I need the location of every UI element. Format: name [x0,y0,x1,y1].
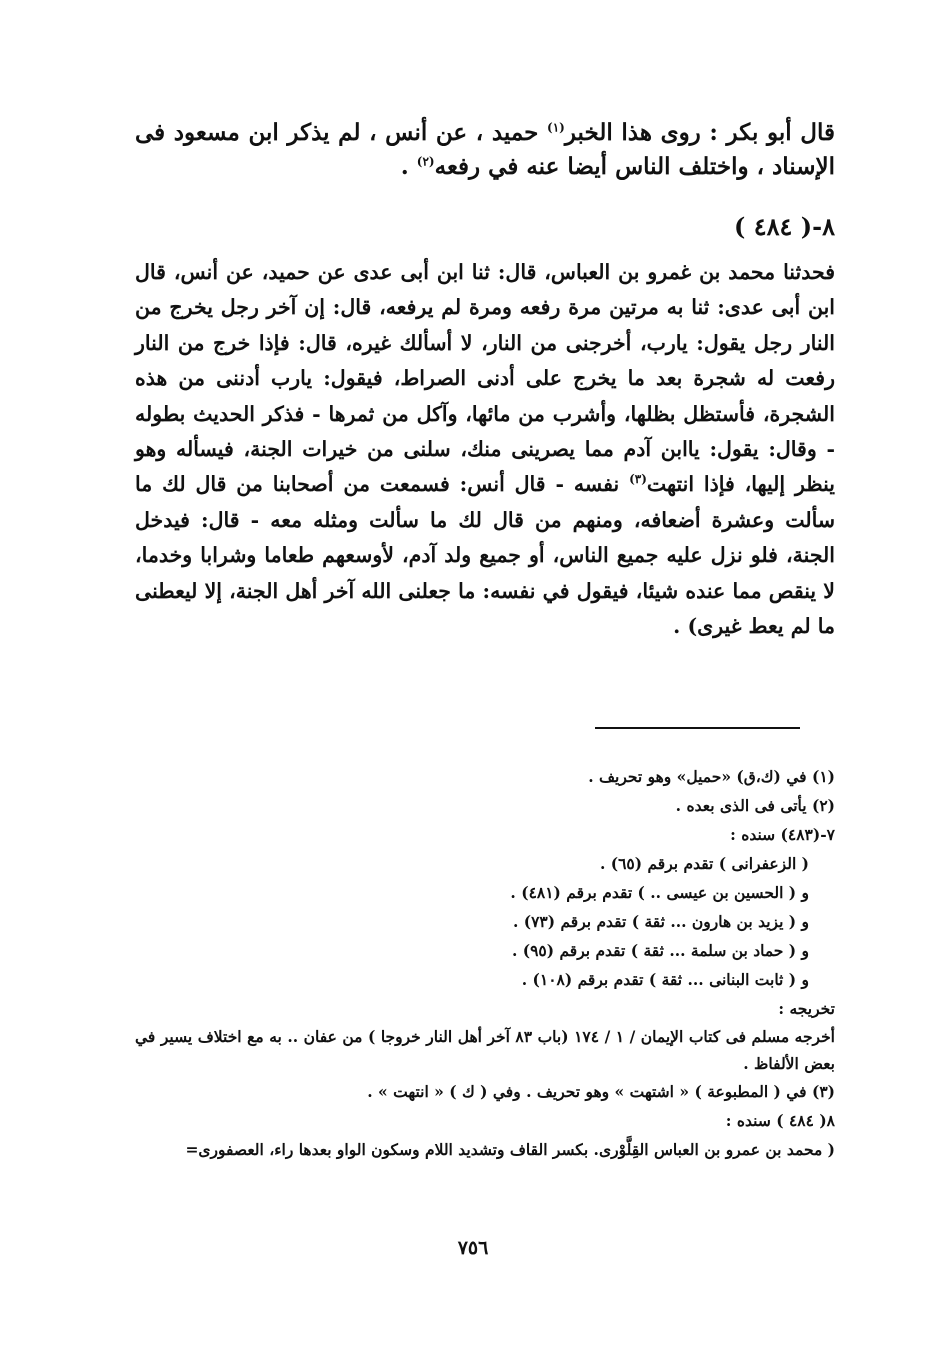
footnote-ref-1: (١) [547,120,565,135]
hadith-text-1: فحدثنا محمد بن غمرو بن العباس، قال: ثنا ابن أبى عدى عن حميد، عن أنس، قال ابن أبى عدى: ثنا به مرتين مرة رفعه ومرة لم يرفعه، قال: إن آخر رجل يخرج من النار رجل يقول: يارب، أخرجنى من النار، لا أسألك غيره، قال: فإذا خرج من النار رفعت له شجرة بعد ما يخرج على أدنى الصراط، فيقول: يارب أدننى من هذه الشجرة، فأستظل بظلها، وأشرب من مائها، وآكل من ثمرها - فذكر الحديث بطوله - وقال: يقول: ياابن آدم مما يصرينى منك، سلنى من خيرات الجنة، فيسأله وهو ينظر إليها، فإذا انتهت [135,260,836,497]
intro-text-3: . [400,153,417,180]
intro-paragraph [135,116,835,184]
hadith-paragraph [135,255,835,644]
footnote-line: و ( حماد بن سلمة ... ثقة ) تقدم برقم (٩٥) . [511,941,809,960]
intro-text-2: حميد ، عن أنس ، لم يذكر ابن مسعود فى الإسناد ، واختلف الناس أيضا عنه في رفعه [135,119,835,180]
footnote-divider [595,727,800,729]
hadith-number-heading: ٨-( ٤٨٤ ) [734,212,835,241]
footnote-line: و ( الحسين بن عيسى .. ) تقدم برقم (٤٨١) . [510,883,809,902]
footnote-ref-3: (٣) [629,472,647,487]
footnotes-section [135,762,835,1164]
footnote-line: ( الزعفرانى ) تقدم برقم (٦٥) . [599,854,809,873]
footnote-line: (٢) يأتى فى الذى بعده . [675,796,835,815]
page-number: ٧٥٦ [457,1237,489,1259]
hadith-text-2: نفسه - قال أنس: فسمعت من أصحابنا من قال لك ما سألت وعشرة أضعافه، ومنهم من قال لك ما سألت ومثله معه - قال: فيدخل الجنة، فلو نزل عليه جميع الناس، أو جميع ولد آدم، لأوسعهم طعاما وشرابا وخدما، لا ينقص مما عنده شيئا، فيقول في نفسه: ما جعلنى الله آخر أهل الجنة، إلا ليعطنى ما لم يعط غيرى) . [135,472,835,639]
footnote-line: ٧-(٤٨٣) سنده : [730,825,835,844]
footnote-ref-2: (٢) [416,154,435,169]
intro-text-1: قال أبو بكر : روى هذا الخبر [564,119,835,146]
footnote-line: (٣) في ( المطبوعة ) « اشتهت » وهو تحريف . وفي ( ك ) « انتهت » . [367,1082,835,1101]
footnote-line: ( محمد بن عمرو بن العباس القِلَّوْرى. بكسر القاف وتشديد اللام وسكون الواو بعدها راء، العصفورى= [185,1140,835,1159]
footnote-line: تخريجه : [778,999,835,1018]
footnote-line: أخرجه مسلم فى كتاب الإيمان / ١ / ١٧٤ (باب ٨٣ آخر أهل النار خروجا ) من عفان .. به مع اختلاف يسير في بعض الألفاظ . [135,1027,835,1073]
footnote-line: ٨( ٤٨٤ ) سنده : [725,1111,835,1130]
footnote-line: و ( يزيد بن هارون ... ثقة ) تقدم برقم (٧٣) . [512,912,809,931]
footnote-line: (١) في (ك،ق) «حميل» وهو تحريف . [588,767,835,786]
footnote-line: و ( ثابت البنانى ... ثقة ) تقدم برقم (١٠٨) . [521,970,809,989]
